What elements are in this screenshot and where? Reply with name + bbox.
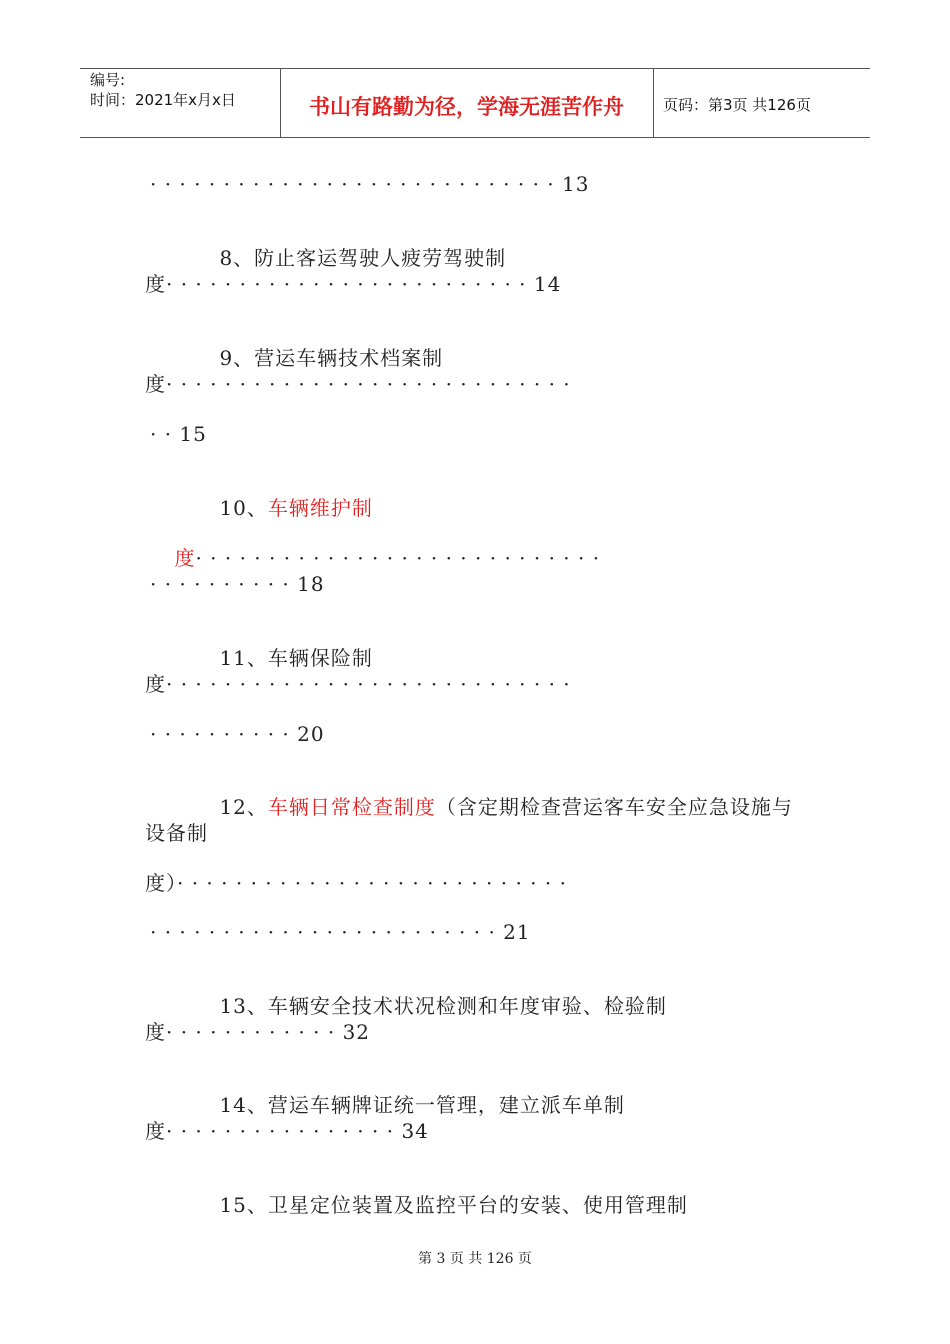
toc-line-page-34: 度· · · · · · · · · · · · · · · · 34 (145, 1119, 429, 1143)
toc-entry-number: 9、 (219, 346, 255, 370)
document-time-label: 时间：2021年x月x日 (90, 91, 236, 109)
toc-entry-number: 11、 (219, 646, 268, 670)
toc-entry-title: 营运车辆牌证统一管理，建立派车单制 (267, 1093, 625, 1117)
toc-line-dots: 度· · · · · · · · · · · · · · · · · · · · · · · · · · · · (145, 372, 571, 396)
toc-line-page-18: · · · · · · · · · · 18 (150, 572, 325, 596)
toc-entry-number: 13、 (219, 994, 268, 1018)
toc-entry-title: 防止客运驾驶人疲劳驾驶制 (254, 246, 507, 270)
toc-entry-number: 14、 (219, 1093, 268, 1117)
document-id-label: 编号: (90, 71, 126, 89)
toc-line-page-32: 度· · · · · · · · · · · · 32 (145, 1020, 371, 1044)
toc-entry-number: 12、 (219, 795, 268, 819)
header-meta-cell (80, 69, 281, 137)
toc-line-dots: 度· · · · · · · · · · · · · · · · · · · · · · · · · · · · (145, 672, 571, 696)
toc-entry-title-highlighted: 车辆日常检查制度 (267, 795, 436, 819)
toc-line-dots: 度）· · · · · · · · · · · · · · · · · · · · · · · · · · · (145, 871, 567, 895)
toc-entry-number: 15、 (219, 1193, 268, 1217)
toc-entry-15[interactable] (190, 1169, 688, 1241)
header-motto: 书山有路勤为径，学海无涯苦作舟 (309, 95, 624, 119)
toc-entry-number: 8、 (219, 246, 255, 270)
toc-line-page-14: 度· · · · · · · · · · · · · · · · · · · · · · · · · 14 (145, 272, 562, 296)
toc-line-first-char-highlighted: 度 (174, 546, 196, 570)
toc-line-leader: · · · · · · · · · · · · · · · · · · · · · · · · · · · · (195, 546, 601, 570)
toc-entry-12[interactable] (190, 771, 793, 843)
header-motto-cell (280, 69, 654, 137)
page-footer: 第 3 页 共 126 页 (418, 1251, 532, 1267)
toc-line-page-20: · · · · · · · · · · 20 (150, 722, 325, 746)
toc-line-page-21: · · · · · · · · · · · · · · · · · · · · · · · · 21 (150, 920, 531, 944)
toc-entry-title: 车辆安全技术状况检测和年度审验、检验制 (267, 994, 667, 1018)
page-header (80, 68, 870, 138)
toc-line-dots-13: · · · · · · · · · · · · · · · · · · · · · · · · · · · · 13 (150, 172, 590, 196)
toc-entry-number: 10、 (219, 496, 268, 520)
toc-line-page-15: · · 15 (150, 422, 207, 446)
toc-entry-title: 营运车辆技术档案制 (254, 346, 444, 370)
header-page-info: 页码：第3页 共126页 (663, 96, 811, 114)
toc-line-continuation: 设备制 (145, 821, 208, 845)
toc-entry-title-suffix: （含定期检查营运客车安全应急设施与 (435, 795, 793, 819)
toc-entry-title: 车辆保险制 (267, 646, 373, 670)
toc-entry-title-highlighted: 车辆维护制 (267, 496, 373, 520)
toc-entry-title: 卫星定位装置及监控平台的安装、使用管理制 (267, 1193, 688, 1217)
header-page-cell (653, 69, 870, 137)
